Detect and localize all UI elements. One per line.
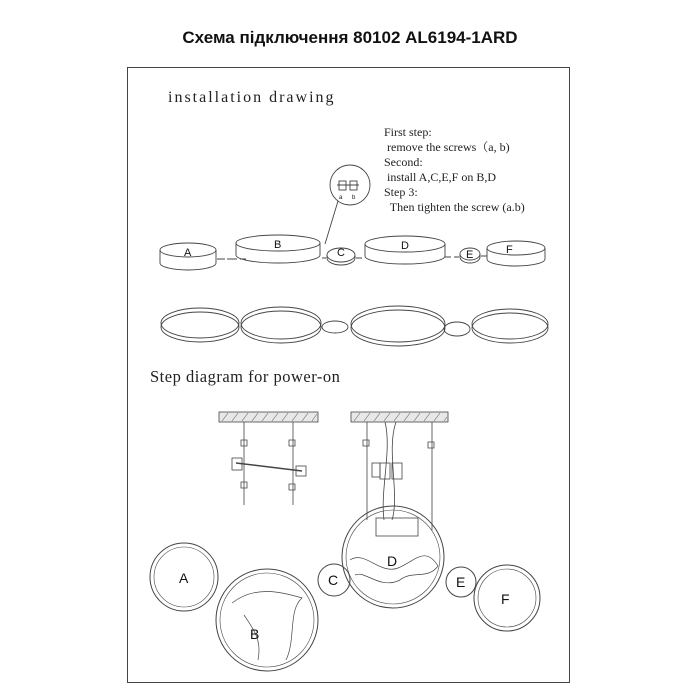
power-on-title: Step diagram for power-on xyxy=(150,367,341,386)
power-ring-label-d: D xyxy=(387,553,398,569)
ring-label-b: B xyxy=(274,239,282,251)
power-ring-label-a: A xyxy=(179,570,189,586)
ring-label-d: D xyxy=(401,240,409,252)
power-ring-label-c: C xyxy=(328,572,339,588)
ring-label-f: F xyxy=(506,244,513,256)
ring-f-disc xyxy=(487,241,545,266)
ceiling-plate-left xyxy=(219,412,318,422)
screw-label-b: b xyxy=(352,195,356,201)
ring-label-c: C xyxy=(337,247,345,259)
power-ring-label-e: E xyxy=(456,574,466,590)
ceiling-plate-right xyxy=(351,412,448,422)
power-ring-label-f: F xyxy=(501,591,510,607)
page-title: Схема підключення 80102 AL6194-1ARD xyxy=(182,28,518,47)
ring-label-a: A xyxy=(184,247,192,259)
installation-steps: First step: remove the screws（a, b) Second: install A,C,E,F on B,D Step 3: Then tighten the screw (a.b) xyxy=(384,125,525,214)
screw-label-a: a xyxy=(339,195,343,201)
installation-title: installation drawing xyxy=(168,89,336,106)
power-ring-b xyxy=(216,569,318,671)
assembled-rings xyxy=(161,306,548,346)
power-ring-label-b: B xyxy=(250,626,260,642)
ring-label-e: E xyxy=(466,249,474,261)
